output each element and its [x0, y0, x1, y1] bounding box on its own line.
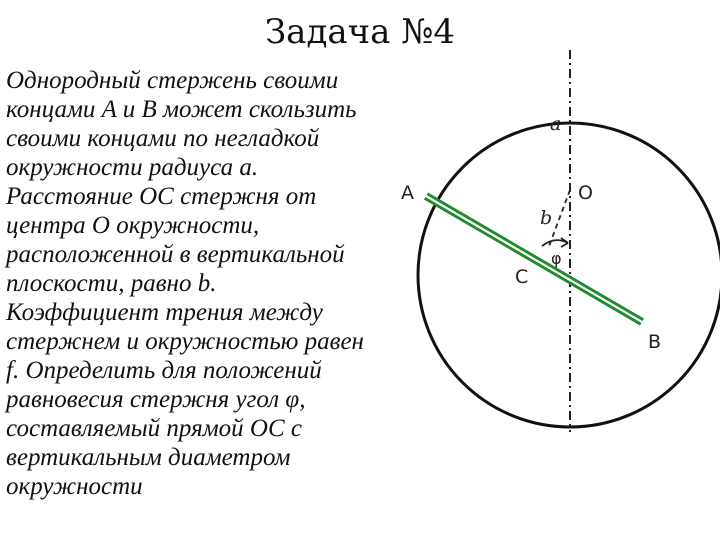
problem-line: равновесия стержня угол φ, [6, 386, 306, 413]
label-o-point: O [578, 182, 593, 204]
label-b-point: B [648, 331, 662, 353]
problem-line: Расстояние OC стержня от [6, 183, 317, 210]
problem-line: окружности радиуса a. [6, 154, 259, 181]
problem-line: концами A и B может скользить [6, 96, 357, 123]
angle-phi-arrowhead [561, 238, 568, 247]
problem-line: вертикальным диаметром [6, 444, 291, 471]
problem-line: Однородный стержень своими [6, 67, 339, 94]
problem-line: f. Определить для положений [6, 357, 322, 384]
label-a-point: A [401, 182, 414, 204]
problem-line: расположенной в вертикальной [6, 241, 345, 268]
label-radius-a: a [550, 113, 562, 135]
label-c-point: C [515, 266, 529, 288]
problem-line: своими концами по негладкой [6, 125, 320, 152]
problem-line: Коэффициент трения между [6, 299, 323, 326]
problem-line: плоскости, равно b. [6, 270, 217, 297]
problem-line: центра O окружности, [6, 212, 260, 239]
page-title: Задача №4 [264, 12, 456, 52]
label-angle-phi: φ [551, 249, 562, 268]
rod-ab-core [426, 196, 642, 322]
problem-line: стержнем и окружностью равен [6, 328, 364, 355]
label-distance-b: b [540, 207, 553, 229]
problem-line: окружности [6, 473, 143, 500]
problem-line: составляемый прямой OC с [6, 415, 302, 442]
